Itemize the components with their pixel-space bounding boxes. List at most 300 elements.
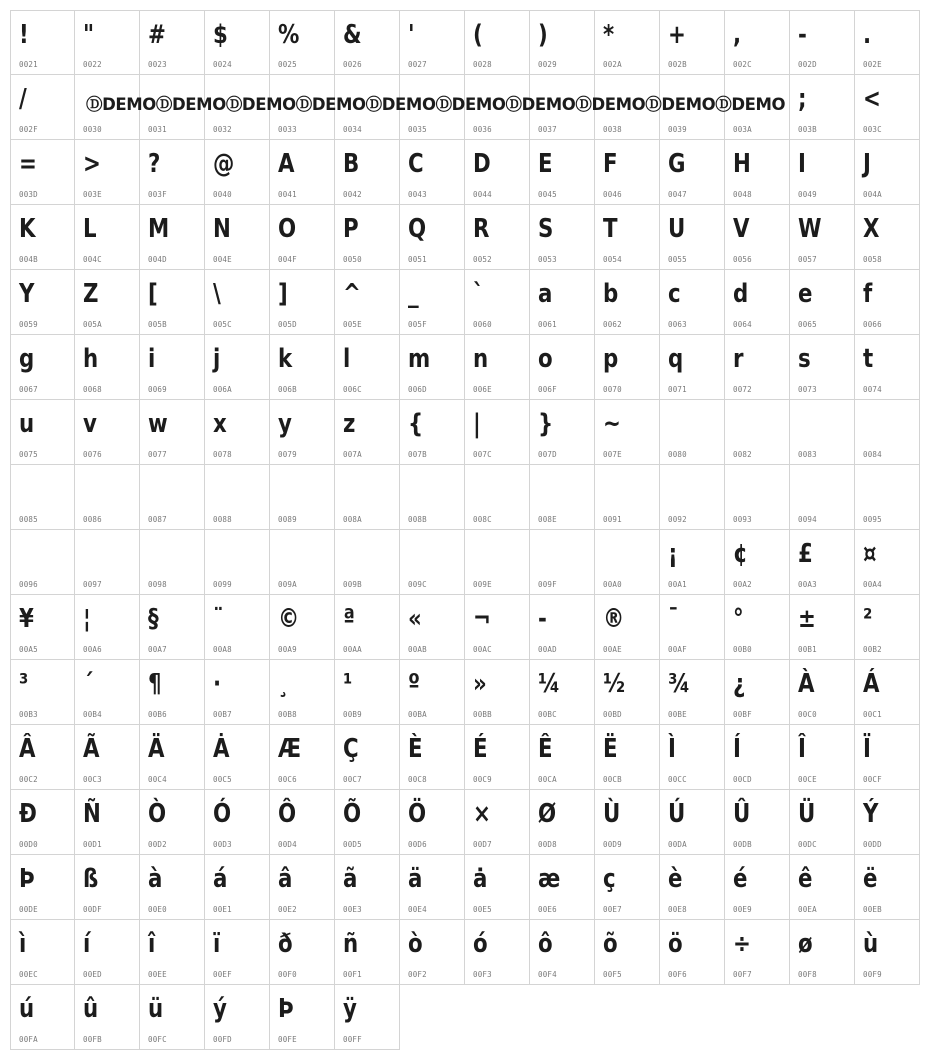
codepoint-label: 00A8 — [213, 645, 232, 654]
codepoint-label: 00E8 — [668, 905, 687, 914]
glyph-sample: ¼ — [538, 669, 561, 699]
codepoint-label: 0042 — [343, 190, 362, 199]
glyph-sample: à — [148, 864, 163, 894]
glyph-sample: y — [278, 409, 292, 439]
codepoint-label: 00C4 — [148, 775, 167, 784]
glyph-sample: Û — [733, 799, 751, 829]
glyph-cell — [660, 920, 725, 985]
glyph-cell — [205, 530, 270, 595]
glyph-sample: < — [863, 84, 881, 114]
codepoint-label: 00C3 — [83, 775, 102, 784]
glyph-cell — [140, 270, 205, 335]
codepoint-label: 0049 — [798, 190, 817, 199]
glyph-cell — [270, 335, 335, 400]
glyph-sample: Þ — [19, 864, 35, 894]
glyph-cell — [595, 140, 660, 205]
codepoint-label: 0036 — [473, 125, 492, 134]
glyph-sample: h — [83, 344, 99, 374]
glyph-cell — [270, 205, 335, 270]
glyph-cell — [855, 790, 920, 855]
glyph-sample: N — [213, 214, 231, 244]
glyph-cell — [855, 140, 920, 205]
glyph-sample: & — [343, 20, 362, 50]
codepoint-label: 00D7 — [473, 840, 492, 849]
glyph-sample: Ð — [19, 799, 37, 829]
glyph-sample: ³ — [19, 669, 29, 699]
glyph-cell — [725, 790, 790, 855]
glyph-sample: ¬ — [473, 604, 491, 634]
glyph-cell — [205, 465, 270, 530]
glyph-cell — [790, 920, 855, 985]
codepoint-label: 00D9 — [603, 840, 622, 849]
codepoint-label: 0032 — [213, 125, 232, 134]
glyph-sample: Z — [83, 279, 99, 309]
codepoint-label: 00FC — [148, 1035, 167, 1044]
glyph-sample: § — [148, 604, 159, 634]
codepoint-label: 00DC — [798, 840, 817, 849]
glyph-cell — [400, 270, 465, 335]
glyph-cell — [10, 660, 75, 725]
codepoint-label: 00CA — [538, 775, 557, 784]
glyph-cell — [140, 335, 205, 400]
glyph-cell — [75, 270, 140, 335]
glyph-sample: Ù — [603, 799, 621, 829]
codepoint-label: 0050 — [343, 255, 362, 264]
glyph-sample: H — [733, 149, 751, 179]
glyph-cell — [530, 10, 595, 75]
codepoint-label: 00FA — [19, 1035, 38, 1044]
codepoint-label: 0053 — [538, 255, 557, 264]
glyph-cell — [400, 400, 465, 465]
glyph-cell — [205, 335, 270, 400]
glyph-cell — [595, 400, 660, 465]
glyph-sample: V — [733, 214, 750, 244]
glyph-cell — [205, 790, 270, 855]
codepoint-label: 00C1 — [863, 710, 882, 719]
glyph-sample: « — [408, 604, 422, 634]
codepoint-label: 00E6 — [538, 905, 557, 914]
glyph-sample: ø — [798, 929, 813, 959]
glyph-cell — [855, 920, 920, 985]
glyph-sample: ; — [798, 84, 807, 114]
glyph-cell — [465, 400, 530, 465]
glyph-cell — [465, 595, 530, 660]
glyph-sample: ¯ — [668, 604, 679, 634]
codepoint-label: 0076 — [83, 450, 102, 459]
glyph-cell — [335, 790, 400, 855]
glyph-sample: Ï — [863, 734, 871, 764]
codepoint-label: 00C7 — [343, 775, 362, 784]
glyph-sample: I — [798, 149, 806, 179]
glyph-sample: ! — [19, 20, 29, 50]
glyph-sample: ¨ — [213, 604, 224, 634]
glyph-sample: ? — [148, 149, 161, 179]
glyph-cell — [530, 400, 595, 465]
glyph-cell — [335, 10, 400, 75]
codepoint-label: 00CB — [603, 775, 622, 784]
codepoint-label: 0052 — [473, 255, 492, 264]
glyph-cell — [335, 595, 400, 660]
glyph-cell — [465, 10, 530, 75]
glyph-cell — [595, 920, 660, 985]
glyph-cell — [790, 660, 855, 725]
glyph-sample: Q — [408, 214, 427, 244]
codepoint-label: 0088 — [213, 515, 232, 524]
codepoint-label: 00F9 — [863, 970, 882, 979]
glyph-cell — [205, 660, 270, 725]
codepoint-label: 00F3 — [473, 970, 492, 979]
glyph-cell — [205, 205, 270, 270]
glyph-sample: ÿ — [343, 994, 357, 1024]
glyph-sample: ² — [863, 604, 873, 634]
glyph-cell — [725, 595, 790, 660]
glyph-cell — [75, 790, 140, 855]
glyph-cell — [10, 530, 75, 595]
codepoint-label: 00F1 — [343, 970, 362, 979]
codepoint-label: 009B — [343, 580, 362, 589]
glyph-sample: ± — [798, 604, 816, 634]
codepoint-label: 0033 — [278, 125, 297, 134]
glyph-sample: ä — [408, 864, 423, 894]
glyph-cell — [10, 920, 75, 985]
glyph-cell — [75, 660, 140, 725]
codepoint-label: 0060 — [473, 320, 492, 329]
glyph-sample: é — [733, 864, 748, 894]
glyph-cell — [270, 400, 335, 465]
glyph-cell — [595, 660, 660, 725]
glyph-cell — [855, 205, 920, 270]
codepoint-label: 0066 — [863, 320, 882, 329]
glyph-cell — [10, 465, 75, 530]
glyph-sample: q — [668, 344, 684, 374]
codepoint-label: 0089 — [278, 515, 297, 524]
codepoint-label: 004D — [148, 255, 167, 264]
codepoint-label: 0037 — [538, 125, 557, 134]
glyph-sample: J — [863, 149, 871, 179]
glyph-sample: # — [148, 20, 166, 50]
glyph-cell — [595, 595, 660, 660]
codepoint-label: 0035 — [408, 125, 427, 134]
glyph-cell — [465, 855, 530, 920]
codepoint-label: 0039 — [668, 125, 687, 134]
glyph-cell — [790, 270, 855, 335]
codepoint-label: 00F6 — [668, 970, 687, 979]
glyph-sample: ¡ — [668, 539, 678, 569]
codepoint-label: 002B — [668, 60, 687, 69]
glyph-cell — [465, 530, 530, 595]
glyph-cell — [465, 790, 530, 855]
codepoint-label: 006F — [538, 385, 557, 394]
codepoint-label: 00AA — [343, 645, 362, 654]
glyph-cell — [270, 855, 335, 920]
glyph-cell — [270, 920, 335, 985]
glyph-sample: , — [733, 20, 742, 50]
glyph-cell — [855, 660, 920, 725]
codepoint-label: 00DD — [863, 840, 882, 849]
codepoint-label: 0057 — [798, 255, 817, 264]
glyph-cell — [205, 10, 270, 75]
glyph-sample: Ü — [798, 799, 816, 829]
codepoint-label: 004E — [213, 255, 232, 264]
codepoint-label: 00D0 — [19, 840, 38, 849]
glyph-sample: = — [19, 149, 37, 179]
glyph-sample: Ã — [83, 734, 100, 764]
glyph-cell — [465, 140, 530, 205]
glyph-cell — [725, 530, 790, 595]
glyph-cell — [790, 400, 855, 465]
glyph-cell — [140, 660, 205, 725]
glyph-sample: ) — [538, 20, 548, 50]
glyph-sample: T — [603, 214, 618, 244]
codepoint-label: 0040 — [213, 190, 232, 199]
glyph-cell — [140, 920, 205, 985]
glyph-sample: G — [668, 149, 686, 179]
codepoint-label: 00D2 — [148, 840, 167, 849]
glyph-cell — [335, 140, 400, 205]
glyph-cell — [140, 140, 205, 205]
codepoint-label: 0067 — [19, 385, 38, 394]
glyph-cell — [75, 10, 140, 75]
codepoint-label: 00C6 — [278, 775, 297, 784]
codepoint-label: 0043 — [408, 190, 427, 199]
glyph-sample: e — [798, 279, 813, 309]
codepoint-label: 0070 — [603, 385, 622, 394]
codepoint-label: 00FB — [83, 1035, 102, 1044]
codepoint-label: 006D — [408, 385, 427, 394]
glyph-sample: - — [798, 20, 807, 50]
codepoint-label: 0058 — [863, 255, 882, 264]
glyph-cell — [790, 335, 855, 400]
glyph-cell — [790, 790, 855, 855]
glyph-sample: ½ — [603, 669, 626, 699]
codepoint-label: 0025 — [278, 60, 297, 69]
codepoint-label: 0059 — [19, 320, 38, 329]
glyph-sample: Ê — [538, 734, 553, 764]
codepoint-label: 0073 — [798, 385, 817, 394]
glyph-sample: \ — [213, 279, 221, 309]
codepoint-label: 00A7 — [148, 645, 167, 654]
glyph-sample: f — [863, 279, 873, 309]
glyph-sample: X — [863, 214, 880, 244]
glyph-sample: ] — [278, 279, 288, 309]
codepoint-label: 006B — [278, 385, 297, 394]
codepoint-label: 003C — [863, 125, 882, 134]
glyph-cell — [660, 725, 725, 790]
glyph-cell — [790, 595, 855, 660]
codepoint-label: 00E1 — [213, 905, 232, 914]
glyph-cell — [10, 725, 75, 790]
codepoint-label: 0077 — [148, 450, 167, 459]
glyph-cell — [205, 985, 270, 1050]
glyph-sample: ° — [733, 604, 744, 634]
glyph-cell — [725, 400, 790, 465]
codepoint-label: 0046 — [603, 190, 622, 199]
codepoint-label: 00E7 — [603, 905, 622, 914]
glyph-sample: j — [213, 344, 221, 374]
glyph-cell — [465, 920, 530, 985]
glyph-sample: M — [148, 214, 170, 244]
glyph-cell — [725, 335, 790, 400]
glyph-cell — [205, 140, 270, 205]
codepoint-label: 00CC — [668, 775, 687, 784]
glyph-cell — [270, 465, 335, 530]
glyph-sample: ô — [538, 929, 553, 959]
codepoint-label: 007B — [408, 450, 427, 459]
codepoint-label: 00AC — [473, 645, 492, 654]
codepoint-label: 0024 — [213, 60, 232, 69]
codepoint-label: 00EB — [863, 905, 882, 914]
codepoint-label: 0069 — [148, 385, 167, 394]
glyph-cell — [465, 270, 530, 335]
glyph-sample: â — [278, 864, 293, 894]
codepoint-label: 00B6 — [148, 710, 167, 719]
glyph-cell — [660, 530, 725, 595]
glyph-sample: £ — [798, 539, 813, 569]
glyph-sample: ò — [408, 929, 423, 959]
glyph-cell — [140, 10, 205, 75]
codepoint-label: 00B8 — [278, 710, 297, 719]
codepoint-label: 00F8 — [798, 970, 817, 979]
glyph-sample: * — [603, 20, 615, 50]
codepoint-label: 0045 — [538, 190, 557, 199]
codepoint-label: 0026 — [343, 60, 362, 69]
glyph-sample: ¿ — [733, 669, 746, 699]
codepoint-label: 005F — [408, 320, 427, 329]
glyph-cell — [595, 270, 660, 335]
glyph-sample: Ø — [538, 799, 557, 829]
codepoint-label: 00EC — [19, 970, 38, 979]
glyph-cell — [335, 985, 400, 1050]
glyph-sample: ¦ — [83, 604, 91, 634]
codepoint-label: 0085 — [19, 515, 38, 524]
glyph-cell — [335, 660, 400, 725]
glyph-sample: n — [473, 344, 489, 374]
glyph-cell — [725, 725, 790, 790]
glyph-cell — [335, 400, 400, 465]
glyph-cell — [270, 10, 335, 75]
glyph-sample: ÷ — [733, 929, 751, 959]
codepoint-label: 00EA — [798, 905, 817, 914]
glyph-sample: / — [19, 84, 27, 114]
glyph-sample: U — [668, 214, 686, 244]
codepoint-label: 0034 — [343, 125, 362, 134]
glyph-cell — [400, 660, 465, 725]
glyph-sample: í — [83, 929, 91, 959]
glyph-cell — [855, 855, 920, 920]
glyph-cell — [530, 790, 595, 855]
glyph-cell — [530, 855, 595, 920]
glyph-cell — [270, 725, 335, 790]
codepoint-label: 00BF — [733, 710, 752, 719]
codepoint-label: 0044 — [473, 190, 492, 199]
glyph-cell — [205, 855, 270, 920]
glyph-cell — [335, 270, 400, 335]
glyph-sample: r — [733, 344, 744, 374]
codepoint-label: 00C2 — [19, 775, 38, 784]
glyph-cell — [790, 855, 855, 920]
codepoint-label: 0056 — [733, 255, 752, 264]
glyph-sample: . — [863, 20, 872, 50]
glyph-cell — [10, 140, 75, 205]
codepoint-label: 00D5 — [343, 840, 362, 849]
glyph-sample: É — [473, 734, 488, 764]
glyph-cell — [660, 205, 725, 270]
glyph-cell — [270, 595, 335, 660]
glyph-cell — [400, 855, 465, 920]
glyph-sample: ð — [278, 929, 293, 959]
codepoint-label: 00F2 — [408, 970, 427, 979]
glyph-sample: ¾ — [668, 669, 691, 699]
glyph-sample: Ý — [863, 799, 879, 829]
codepoint-label: 003E — [83, 190, 102, 199]
codepoint-label: 002D — [798, 60, 817, 69]
codepoint-label: 002C — [733, 60, 752, 69]
codepoint-label: 003F — [148, 190, 167, 199]
codepoint-label: 0099 — [213, 580, 232, 589]
codepoint-label: 0091 — [603, 515, 622, 524]
codepoint-label: 0074 — [863, 385, 882, 394]
glyph-sample: A — [278, 149, 295, 179]
codepoint-label: 009E — [473, 580, 492, 589]
codepoint-label: 00FE — [278, 1035, 297, 1044]
glyph-cell — [140, 400, 205, 465]
glyph-sample: p — [603, 344, 619, 374]
glyph-cell — [10, 270, 75, 335]
codepoint-label: 00E0 — [148, 905, 167, 914]
glyph-sample: ȧ — [473, 864, 488, 894]
glyph-sample: ~ — [603, 409, 621, 439]
glyph-cell — [725, 920, 790, 985]
glyph-sample: ú — [19, 994, 35, 1024]
character-map-grid — [10, 10, 920, 1050]
demo-watermark-banner: ⒹDEMOⒹDEMOⒹDEMOⒹDEMOⒹDEMOⒹDEMOⒹDEMOⒹDEMOⒹDEMOⒹDEMO — [86, 95, 786, 114]
glyph-sample: È — [408, 734, 423, 764]
glyph-cell — [530, 205, 595, 270]
glyph-cell — [725, 140, 790, 205]
glyph-cell — [10, 790, 75, 855]
glyph-sample: õ — [603, 929, 618, 959]
glyph-sample: a — [538, 279, 553, 309]
glyph-sample: Ì — [668, 734, 676, 764]
codepoint-label: 00A2 — [733, 580, 752, 589]
glyph-cell — [530, 920, 595, 985]
glyph-cell — [75, 985, 140, 1050]
glyph-sample: Í — [733, 734, 741, 764]
glyph-cell — [595, 790, 660, 855]
codepoint-label: 00B9 — [343, 710, 362, 719]
codepoint-label: 009A — [278, 580, 297, 589]
codepoint-label: 0064 — [733, 320, 752, 329]
codepoint-label: 00DB — [733, 840, 752, 849]
glyph-cell — [75, 400, 140, 465]
glyph-cell — [725, 660, 790, 725]
codepoint-label: 002A — [603, 60, 622, 69]
codepoint-label: 002E — [863, 60, 882, 69]
glyph-sample: Ô — [278, 799, 297, 829]
codepoint-label: 0094 — [798, 515, 817, 524]
glyph-sample: @ — [213, 149, 235, 179]
glyph-cell — [10, 400, 75, 465]
glyph-cell — [75, 595, 140, 660]
codepoint-label: 00AD — [538, 645, 557, 654]
glyph-sample: © — [278, 604, 300, 634]
codepoint-label: 00E5 — [473, 905, 492, 914]
glyph-cell — [855, 75, 920, 140]
glyph-sample: s — [798, 344, 811, 374]
codepoint-label: 009C — [408, 580, 427, 589]
glyph-cell — [10, 75, 75, 140]
codepoint-label: 0041 — [278, 190, 297, 199]
